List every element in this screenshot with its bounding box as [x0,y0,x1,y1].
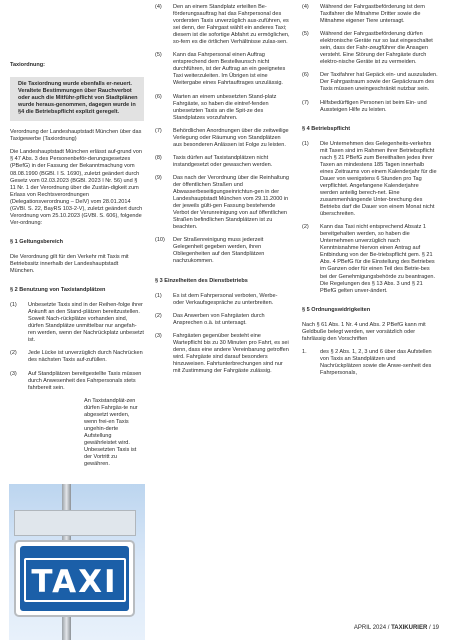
numbered-item [155,52,290,87]
item-number: (4) [302,4,309,10]
column-middle [155,4,290,381]
item-number: (3) [155,332,162,339]
item-text: Kann das Taxi nicht entsprechend Absatz 1 bereitgehalten werden, so haben die Unternehmen unverzüglich nach Kenntnisnahme hiervon einen Antrag auf Entbindung von der Be-triebspflicht gem. § 21 Abs. 4 PBefG für die Einstellung des Betriebes im Ganzen oder für einen Teil des Betrie-bes bei der Genehmigungsbehörde zu beantragen. Die Regelungen des § 13 Abs. 3 und § 21 PBefG gelten unver-ändert. [320,224,436,294]
numbered-item [155,313,290,327]
item-number: (7) [302,99,309,106]
magazine-name: TAXIKURIER [391,625,428,631]
numbered-item [155,175,290,231]
item-number: (1) [10,302,17,309]
heading-taxiordnung: Taxiordnung: [10,62,46,68]
item-text: Das Anwerben von Fahrgästen durch Ansprechen o.ä. ist untersagt. [173,312,265,326]
item-text: Warten an einem unbesetzten Stand-platz Fahrgäste, so haben die eintref-fenden unbesetzten Taxis an die Spit-ze des Standplatzes vorzufahren. [173,93,277,121]
numbered-item [302,224,438,294]
item-text: Während der Fahrgastbeförderung dürfen elektronische Geräte nur so laut eingeschaltet sein, dass der Fahr-zeugführer die Ansagen versteht. Eine Störung der Fahrgäste durch elektro-nische Geräte ist zu vermeiden. [320,31,433,66]
section-2-item-3 [10,371,144,392]
numbered-item [302,72,438,93]
section-3-items-continued [302,4,438,114]
numbered-item [302,349,438,377]
section-2-item-3-continued [84,398,144,468]
section-5-heading: § 5 Ordnungswidrigkeiten [302,306,371,313]
footer-separator: / [427,625,433,631]
issue-date: APRIL 2024 [353,625,387,631]
section-1-heading: § 1 Geltungsbereich [10,238,64,245]
item-number: (3) [10,370,17,377]
item-number: (2) [302,224,309,231]
item-number: (7) [155,127,162,134]
item-text: Kann das Fahrpersonal einen Auftrag entsprechend dem Bestellwunsch nicht durchführen, ist der Auftrag an ein geeignetes Taxi weiterzuleiten. Im Übrigen ist eine Weitergabe eines Fahrtauftrages unzulässig. [173,52,286,87]
item-number: (5) [302,31,309,38]
section-4-heading: § 4 Betriebspflicht [302,125,351,132]
numbered-item [155,4,290,46]
sign-bracket [14,510,136,536]
section-1-text: Die Verordnung gilt für den Verkehr mit Taxis mit Betriebssitz innerhalb der Landeshauptstadt München. [10,253,129,275]
item-text: An Taxistandplät-zen dürfen Fahrgäs-te nur abgesetzt werden, wenn frei-en Taxis ungehin-derte Aufstellung gewährleistet wird. Unbesetzten Taxis ist der Vortritt zu gewähren. [84,397,138,468]
numbered-item [155,94,290,122]
section-5-text: Nach § 61 Abs. 1 Nr. 4 und Abs. 2 PBefG kann mit Geldbuße belegt werden, wer vorsätzlich oder fahrlässig den Vorschriften [302,321,426,342]
numbered-item [302,4,438,25]
item-number: (9) [155,174,162,181]
item-number: (5) [155,52,162,59]
item-number: 1. [302,348,307,355]
footer-separator: / [386,625,392,631]
section-3-items [155,293,290,375]
item-text: Der Taxifahrer hat Gepäck ein- und auszuladen. Der Fahrgastraum sowie der Gepäckraum des Taxis müssen uneingeschränkt nutzbar sein. [320,72,438,93]
item-number: (1) [302,140,309,147]
section-4-items [302,141,438,295]
item-text: Jede Lücke ist unverzüglich durch Nachrücken des nächsten Taxis auf-zufüllen. [28,350,143,364]
item-text: Den an einem Standplatz erteilten Be-förderungsauftrag hat das Fahrpersonal des vordersten Taxis unverzüglich aus-zuführen, es sei denn, der Fahrgast wählt ein anderes Taxi; diesem ist die sofortige Abfahrt zu ermöglichen, so-fern es die örtlichen Verhältnisse zulas-sen. [173,4,290,46]
item-number: (6) [302,72,309,79]
item-number: (1) [155,292,162,299]
numbered-item [155,128,290,149]
numbered-item [302,100,438,114]
editor-note-box: Die Taxiordnung wurde ebenfalls er-neuert. Veraltete Bestimmungen über Rauchverbot oder auch die Mitführ-pflicht von Stadtplänen wurde heraus-genommen, dagegen wurde in §4 die Betriebspflicht explizit geregelt. [10,77,144,121]
column-left [10,62,144,474]
section-2-heading: § 2 Benutzung von Taxistandplätzen [10,287,106,294]
item-text: Taxis dürfen auf Taxistandplätzen nicht instandgesetzt oder gewaschen werden. [173,154,273,168]
section-2-item-1 [10,302,144,344]
numbered-item [302,141,438,219]
item-number: (2) [155,312,162,319]
item-text: Das nach der Verordnung über die Reinhaltung der öffentlichen Straßen und Abwasserbeseitigungseinrichtun-gen in der Landeshauptstadt München vom 29.11.2000 in der jeweils gülti-gen Fassung bestehende Verbot der Verunreinigung von auf öffentlichen Straßen befindlichen Standplätzen ist zu beachten. [173,174,289,231]
item-number: (2) [10,350,17,357]
item-text: Der Straßenreinigung muss jederzeit Gelegenheit gegeben werden, ihren Obliegenheiten auf den Standplätzen nachzukommen. [173,237,265,265]
item-text: Behördlichen Anordnungen über die zeitweilige Verlegung oder Räumung von Standplätzen aus besonderen Anlässen ist Folge zu leisten. [173,127,289,148]
item-text: Unbesetzte Taxis sind in der Reihen-folge ihrer Ankunft an den Stand-plätzen bereitzustellen. Soweit Nach-rückplätze vorhanden sind, dürfen Standplätze unmittelbar nur angefah-ren werden, wenn der Nachrückplatz unbesetzt ist. [28,302,144,344]
item-text: Es ist dem Fahrpersonal verboten, Werbe- oder Verkaufsgespräche zu unterbreiten. [173,292,278,306]
section-5-items [302,349,438,377]
item-number: (8) [155,154,162,161]
column-right [302,4,438,383]
section-2-item-2 [10,350,144,364]
item-number: (10) [155,237,165,244]
item-text: Während der Fahrgastbeförderung ist dem Taxifahrer die Mitnahme Dritter sowie die Mitnahme eigener Tiere untersagt. [320,4,425,25]
numbered-item [155,155,290,169]
item-number: (4) [155,4,162,10]
ordinance-title: Verordnung der Landeshauptstadt München über das Taxigewerbe (Taxiordnung) [10,129,142,143]
item-text: Die Unternehmen des Gelegenheits-verkehrs mit Taxen sind im Rahmen ihrer Betriebspflicht nach § 21 PBefG zum Bereithalten jedes ihrer Taxen an mindestens 185 Tagen innerhalb eines Zeitraums von einem Kalenderjahr für die Dauer von wenigstens 6 Stunden pro Tag verpflichtet. Angefangene Kalenderjahre werden anteilig berech-net. Eine zusammenhängende Unter-brechung des Betriebs darf die Dauer von einem Monat nicht überschreiten. [320,140,437,218]
item-number: (6) [155,93,162,100]
preamble-text: Die Landeshauptstadt München erlässt auf-grund von § 47 Abs. 3 des Personenbeför-derungsgesetzes (PBefG) in der Fassung der Bekanntmachung vom 08.08.1990 (BGBl. I S. 1690), zuletzt geändert durch Gesetz vom 02.03.2023 (BGBl. 2023 I Nr. 56) und § 11 Nr. 1 der Verordnung über die Zustän-digkeit zum Erlass von Rechtsverordnungen (Delegationsverordnung – DelV) vom 28.01.2014 (GVBl. S. 22, BayRS 103-2-V), zuletzt geändert durch Verordnung vom 25.10.2023 (GVBl. S. 606), folgende Ver-ordnung: [10,149,143,226]
numbered-item [302,31,438,66]
item-text: Fahrgästen gegenüber besteht eine Wartepflicht bis zu 30 Minuten pro Fahrt, es sei denn, dass eine andere Vereinbarung getroffen wird. Fahrgäste sind darauf besonders hinzuweisen. Fahrtunterbrechungen sind nur mit Zustimmung der Fahrgäste zulässig. [173,332,289,374]
item-text: Hilfsbedürftigen Personen ist beim Ein- und Aussteigen Hilfe zu leisten. [320,99,427,113]
numbered-item [155,333,290,375]
sign-panel [20,546,129,611]
section-3-heading: § 3 Einzelheiten des Dienstbetriebs [155,277,248,284]
taxi-sign [14,540,135,617]
item-text: des § 2 Abs. 1, 2, 3 und 6 über das Aufstellen von Taxis an Standplätzen und Nachrückplätzen sowie die Anwe-senheit des Fahrpersonals, [320,348,432,376]
page-footer [354,625,439,631]
numbered-item [155,293,290,307]
taxi-sign-photo [9,484,145,640]
item-text: Auf Standplätzen bereitgestellte Taxis müssen durch Anwesenheit des Fahrpersonals stets fahrbereit sein. [28,370,142,391]
section-2-items-continued [155,4,290,266]
numbered-item [155,237,290,265]
sign-lettering: TAXI [31,564,118,600]
page-number: 19 [432,625,439,631]
